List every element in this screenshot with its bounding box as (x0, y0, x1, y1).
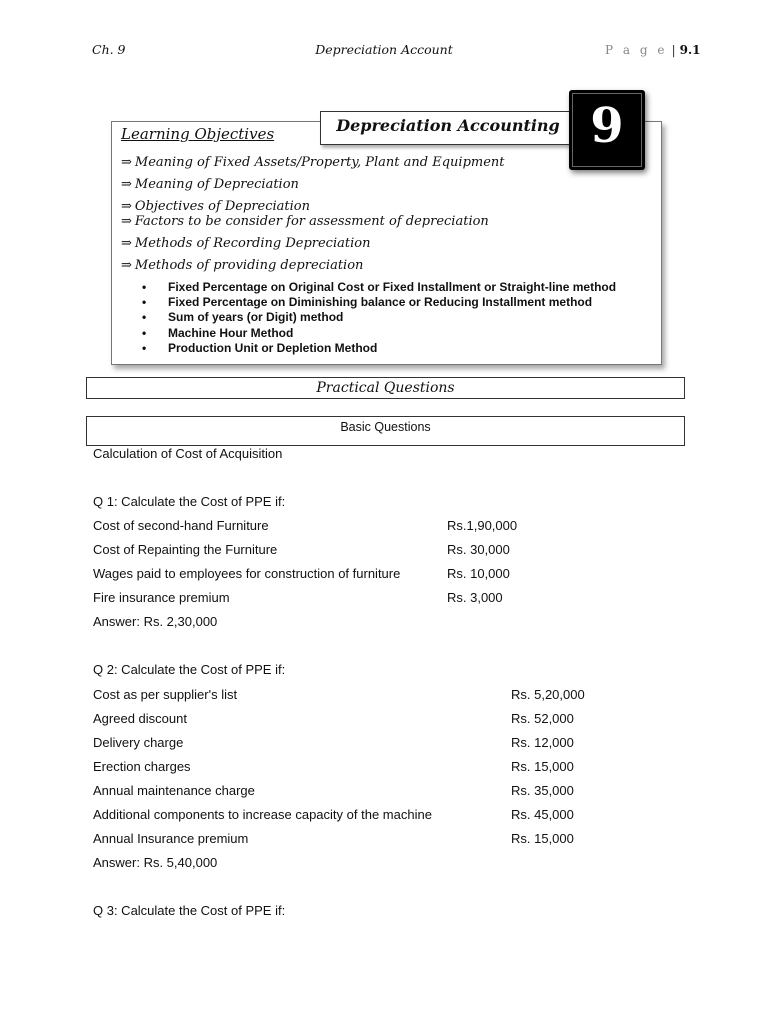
q1-row-amount: Rs. 10,000 (447, 566, 510, 581)
depreciation-methods-list (142, 280, 616, 356)
header-title: Depreciation Account (315, 42, 453, 57)
chapter-title: Depreciation Accounting (336, 116, 560, 135)
objective-text: Factors to be consider for assessment of depreciation (134, 214, 489, 229)
page-separator: | (667, 42, 680, 57)
arrow-icon: ⇒ (121, 258, 132, 273)
q1-row-amount: Rs. 3,000 (447, 590, 503, 605)
objective-item (121, 199, 310, 214)
header-page (605, 42, 701, 57)
q2-title: Q 2: Calculate the Cost of PPE if: (93, 662, 286, 677)
objective-item (121, 236, 370, 251)
objective-item (121, 214, 489, 229)
q2-row-label: Erection charges (93, 759, 191, 774)
arrow-icon: ⇒ (121, 214, 132, 229)
topic-heading: Calculation of Cost of Acquisition (93, 446, 283, 461)
q1-row-amount: Rs. 30,000 (447, 542, 510, 557)
page-number: 9.1 (679, 43, 701, 57)
list-item: • Machine Hour Method (142, 326, 616, 341)
arrow-icon: ⇒ (121, 177, 132, 192)
q2-row-amount: Rs. 15,000 (511, 759, 574, 774)
q1-answer: Answer: Rs. 2,30,000 (93, 614, 218, 629)
list-item: • Production Unit or Depletion Method (142, 341, 616, 356)
q2-row-label: Additional components to increase capacity of the machine (93, 807, 432, 822)
practical-questions-heading: Practical Questions (86, 377, 685, 399)
list-item: • Sum of years (or Digit) method (142, 310, 616, 325)
q2-row-amount: Rs. 52,000 (511, 711, 574, 726)
q1-row-label: Cost of Repainting the Furniture (93, 542, 278, 557)
learning-objectives-title: Learning Objectives (121, 125, 275, 143)
basic-questions-heading: Basic Questions (86, 416, 685, 446)
arrow-icon: ⇒ (121, 236, 132, 251)
q2-row-amount: Rs. 15,000 (511, 831, 574, 846)
chapter-title-box (320, 111, 576, 145)
objective-item (121, 155, 505, 170)
header-chapter: Ch. 9 (92, 42, 126, 57)
q1-row-amount: Rs.1,90,000 (447, 518, 518, 533)
chapter-number: 9 (590, 98, 624, 154)
q3-title: Q 3: Calculate the Cost of PPE if: (93, 903, 286, 918)
arrow-icon: ⇒ (121, 155, 132, 170)
q2-row-label: Annual Insurance premium (93, 831, 249, 846)
arrow-icon: ⇒ (121, 199, 132, 214)
q2-row-amount: Rs. 12,000 (511, 735, 574, 750)
objective-item (121, 177, 299, 192)
q2-answer: Answer: Rs. 5,40,000 (93, 855, 218, 870)
q2-row-amount: Rs. 35,000 (511, 783, 574, 798)
list-item: • Fixed Percentage on Original Cost or Fixed Installment or Straight-line method (142, 280, 616, 295)
q1-row-label: Cost of second-hand Furniture (93, 518, 269, 533)
q2-row-amount: Rs. 45,000 (511, 807, 574, 822)
q1-row-label: Wages paid to employees for construction of furniture (93, 566, 401, 581)
q1-title: Q 1: Calculate the Cost of PPE if: (93, 494, 286, 509)
objective-text: Meaning of Fixed Assets/Property, Plant and Equipment (134, 155, 505, 170)
objective-text: Methods of Recording Depreciation (134, 236, 371, 251)
page-label: P a g e (605, 43, 668, 57)
q2-row-label: Delivery charge (93, 735, 184, 750)
q2-row-label: Cost as per supplier's list (93, 687, 238, 702)
list-item: • Fixed Percentage on Diminishing balance or Reducing Installment method (142, 295, 616, 310)
q1-row-label: Fire insurance premium (93, 590, 230, 605)
q2-row-amount: Rs. 5,20,000 (511, 687, 585, 702)
objective-text: Meaning of Depreciation (134, 177, 299, 192)
q2-row-label: Annual maintenance charge (93, 783, 255, 798)
objective-text: Objectives of Depreciation (134, 199, 310, 214)
q2-row-label: Agreed discount (93, 711, 187, 726)
objective-text: Methods of providing depreciation (134, 258, 364, 273)
objective-item (121, 258, 363, 273)
chapter-number-badge (569, 90, 645, 170)
